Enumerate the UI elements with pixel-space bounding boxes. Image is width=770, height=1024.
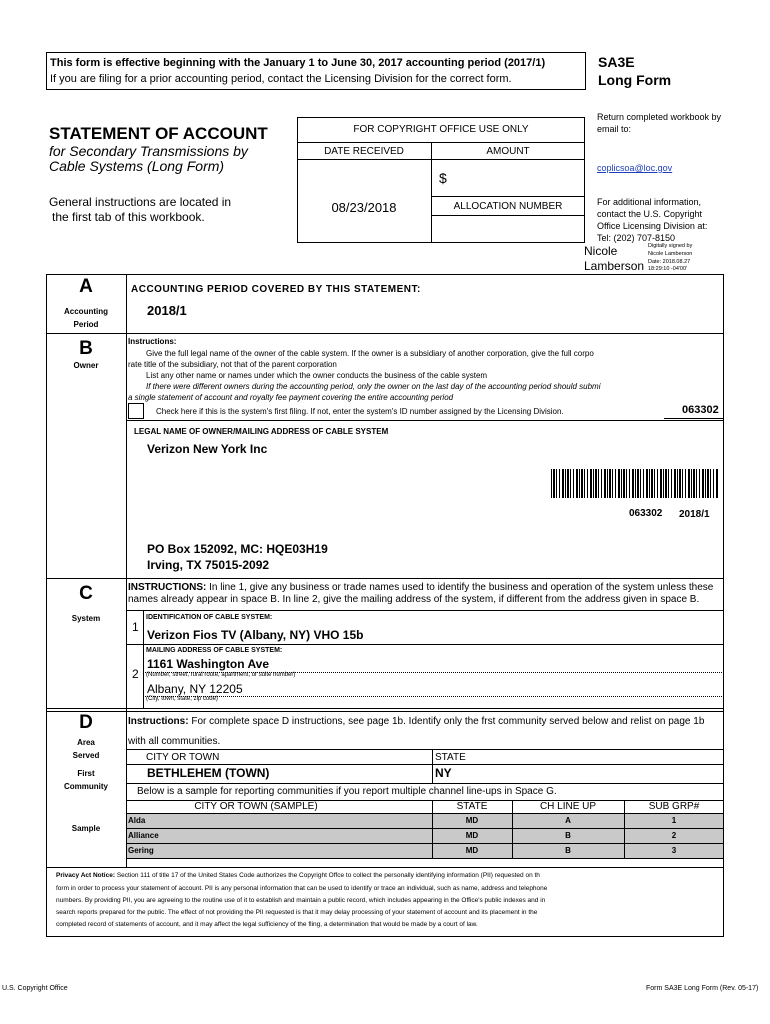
office-use-heading: FOR COPYRIGHT OFFICE USE ONLY [353, 124, 529, 135]
barcode-period: 2018/1 [679, 509, 710, 520]
info-line-3: Office Licensing Division at: [597, 221, 708, 231]
space-d-label-community: Community [64, 782, 108, 791]
space-d-label-sample: Sample [71, 824, 101, 833]
mailing-label: MAILING ADDRESS OF CABLE SYSTEM: [146, 647, 283, 654]
system-instructions-2: names already appear in space B. In line 2, give the mailing address of the system, if different from the address given in space B. [128, 594, 700, 605]
privacy-line-2: form in order to process your statement of account. PII is any personal information that can be used to identify or trace an individual, such as name, address and telephone [56, 885, 548, 892]
owner-instructions-title: Instructions: [128, 337, 177, 346]
system-instructions-bold: INSTRUCTIONS: [128, 582, 207, 593]
privacy-line-1-text: Section 111 of title 17 of the United States Code authorizes the Copyright Offce to collect the personally identifying information (PII) requested on th [115, 872, 540, 879]
accounting-period-value: 2018/1 [147, 303, 187, 318]
area-instructions-2: with all communities. [128, 736, 221, 747]
space-a-letter: A [79, 276, 93, 297]
page-title: STATEMENT OF ACCOUNT [49, 124, 268, 143]
sample-header-lineup: CH LINE UP [539, 801, 597, 812]
privacy-line-5: completed record of statements of account, and it may affect the legal sufficiency of the fling, a determination that would be made by a court of law. [56, 921, 478, 928]
signature-note-3: Date: 2018.08.27 [648, 259, 691, 265]
info-line-2: contact the U.S. Copyright [597, 209, 703, 219]
sample-row-2-lineup: B [565, 831, 571, 840]
space-a-label-2: Period [73, 320, 99, 329]
sample-row-1-city: Alda [128, 816, 146, 825]
space-d-label-served: Served [72, 751, 100, 760]
street-hint: (Number, street, rural route, apartment, or suite number) [146, 672, 296, 678]
privacy-line-3: numbers. By providing PII, you are agreeing to the routine use of it to establish and maintain a public record, which includes appearing in the Office's public indexes and in [56, 897, 546, 904]
space-a-label-1: Accounting [64, 307, 108, 316]
space-d-label-area: Area [77, 738, 95, 747]
first-filing-text: Check here if this is the system's first filing. If not, enter the system's ID number assigned by the Licensing Division. [156, 407, 564, 416]
line-1-number: 1 [132, 620, 139, 634]
system-instructions-1 [128, 582, 713, 593]
sample-header-state: STATE [456, 801, 488, 812]
space-d-letter: D [79, 712, 93, 733]
owner-instr-line-3: List any other name or names under which the owner conducts the business of the cable system [146, 371, 488, 380]
dollar-sign: $ [439, 170, 447, 186]
space-d-label-first: First [77, 769, 95, 778]
barcode-system-id: 063302 [629, 508, 663, 519]
sample-row-1-state: MD [465, 816, 479, 825]
space-b-label: Owner [73, 361, 99, 370]
footer-right: Form SA3E Long Form (Rev. 05-17) [646, 985, 759, 992]
first-community-city: BETHLEHEM (TOWN) [147, 766, 270, 780]
ident-value: Verizon Fios TV (Albany, NY) VHO 15b [147, 628, 364, 642]
form-type: Long Form [598, 72, 672, 88]
signature-note-1: Digitally signed by [648, 243, 693, 249]
signature-note-2: Nicole Lamberson [648, 251, 693, 257]
signature-first-name: Nicole [584, 244, 618, 258]
space-c-label: System [71, 614, 101, 623]
mailing-street: 1161 Washington Ave [147, 657, 270, 671]
city-or-town-label: CITY OR TOWN [146, 752, 220, 763]
accounting-period-heading: ACCOUNTING PERIOD COVERED BY THIS STATEMENT: [131, 284, 421, 295]
return-text-2: email to: [597, 124, 632, 134]
privacy-line-1 [56, 872, 540, 879]
prior-period-line: If you are filing for a prior accounting period, contact the Licensing Division for the correct form. [50, 73, 512, 85]
signature-last-name: Lamberson [584, 259, 645, 273]
title-sub-1: for Secondary Transmissions by [49, 143, 248, 159]
legal-name-label: LEGAL NAME OF OWNER/MAILING ADDRESS OF CABLE SYSTEM [134, 427, 389, 436]
line-2-number: 2 [132, 667, 139, 681]
sample-row-3-city: Gering [128, 846, 154, 855]
sample-note: Below is a sample for reporting communities if you report multiple channel line-ups in Space G. [137, 786, 557, 797]
sample-row-3-subgrp: 3 [671, 846, 677, 855]
system-id-number: 063302 [682, 404, 719, 416]
allocation-number-label: ALLOCATION NUMBER [453, 201, 563, 212]
general-instructions-1: General instructions are located in [49, 195, 232, 209]
owner-instr-line-1: Give the full legal name of the owner of the cable system. If the owner is a subsidiary of another corporation, give the full corpo [146, 349, 594, 358]
area-instructions-1 [128, 716, 704, 727]
sample-row-1-lineup: A [565, 816, 571, 825]
space-b-letter: B [79, 338, 93, 359]
owner-instr-line-5: a single statement of account and royalty fee payment covering the entire accounting period [128, 393, 454, 402]
first-filing-checkbox[interactable] [128, 403, 144, 419]
return-text-1: Return completed workbook by [597, 112, 722, 122]
privacy-line-4: search reports prepared for the public. The effect of not providing the PII requested is that it may delay processing of your statement of account and its placement in the [56, 909, 538, 916]
date-received-value: 08/23/2018 [331, 200, 397, 215]
sample-header-subgrp: SUB GRP# [648, 801, 700, 812]
sample-row-2-city: Alliance [128, 831, 159, 840]
privacy-title: Privacy Act Notice: [56, 872, 116, 879]
owner-address-2: Irving, TX 75015-2092 [147, 558, 270, 572]
owner-instr-line-2: rate title of the subsidiary, not that of the parent corporation [128, 360, 337, 369]
owner-address-1: PO Box 152092, MC: HQE03H19 [147, 542, 328, 556]
info-line-4: Tel: (202) 707-8150 [597, 233, 676, 243]
sample-header-city: CITY OR TOWN (SAMPLE) [194, 801, 318, 812]
info-line-1: For additional information, [597, 197, 702, 207]
owner-instr-line-4: If there were different owners during the accounting period, only the owner on the last day of the accounting period should submi [146, 382, 601, 391]
sample-row-2-state: MD [465, 831, 479, 840]
ident-label: IDENTIFICATION OF CABLE SYSTEM: [146, 614, 273, 621]
owner-barcode [551, 469, 719, 498]
form-code: SA3E [598, 54, 635, 70]
city-hint: (City, town, state, zip code) [146, 696, 218, 702]
first-community-state: NY [435, 766, 452, 780]
mailing-city: Albany, NY 12205 [147, 682, 243, 696]
signature-note-4: 18:29:10 -04'00' [648, 266, 688, 272]
sample-row-2-subgrp: 2 [671, 831, 677, 840]
date-received-label: DATE RECEIVED [324, 146, 404, 157]
system-instructions-text: In line 1, give any business or trade names used to identify the business and operation of the system unless these [206, 582, 714, 593]
sample-row-3-lineup: B [565, 846, 571, 855]
area-instructions-text: For complete space D instructions, see page 1b. Identify only the frst community served below and relist on page 1b [188, 716, 705, 727]
area-instructions-bold: Instructions: [128, 716, 189, 727]
effective-line: This form is effective beginning with the January 1 to June 30, 2017 accounting period (2017/1) [50, 57, 546, 69]
return-email-link[interactable]: coplicsoa@loc.gov [597, 163, 673, 173]
general-instructions-2: the first tab of this workbook. [52, 210, 205, 224]
sample-row-1-subgrp: 1 [671, 816, 677, 825]
space-c-letter: C [79, 583, 93, 604]
owner-name-value: Verizon New York Inc [147, 442, 268, 456]
state-label: STATE [435, 752, 466, 763]
footer-left: U.S. Copyright Office [2, 985, 68, 992]
title-sub-2: Cable Systems (Long Form) [49, 158, 225, 174]
amount-label: AMOUNT [486, 146, 530, 157]
sample-row-3-state: MD [465, 846, 479, 855]
